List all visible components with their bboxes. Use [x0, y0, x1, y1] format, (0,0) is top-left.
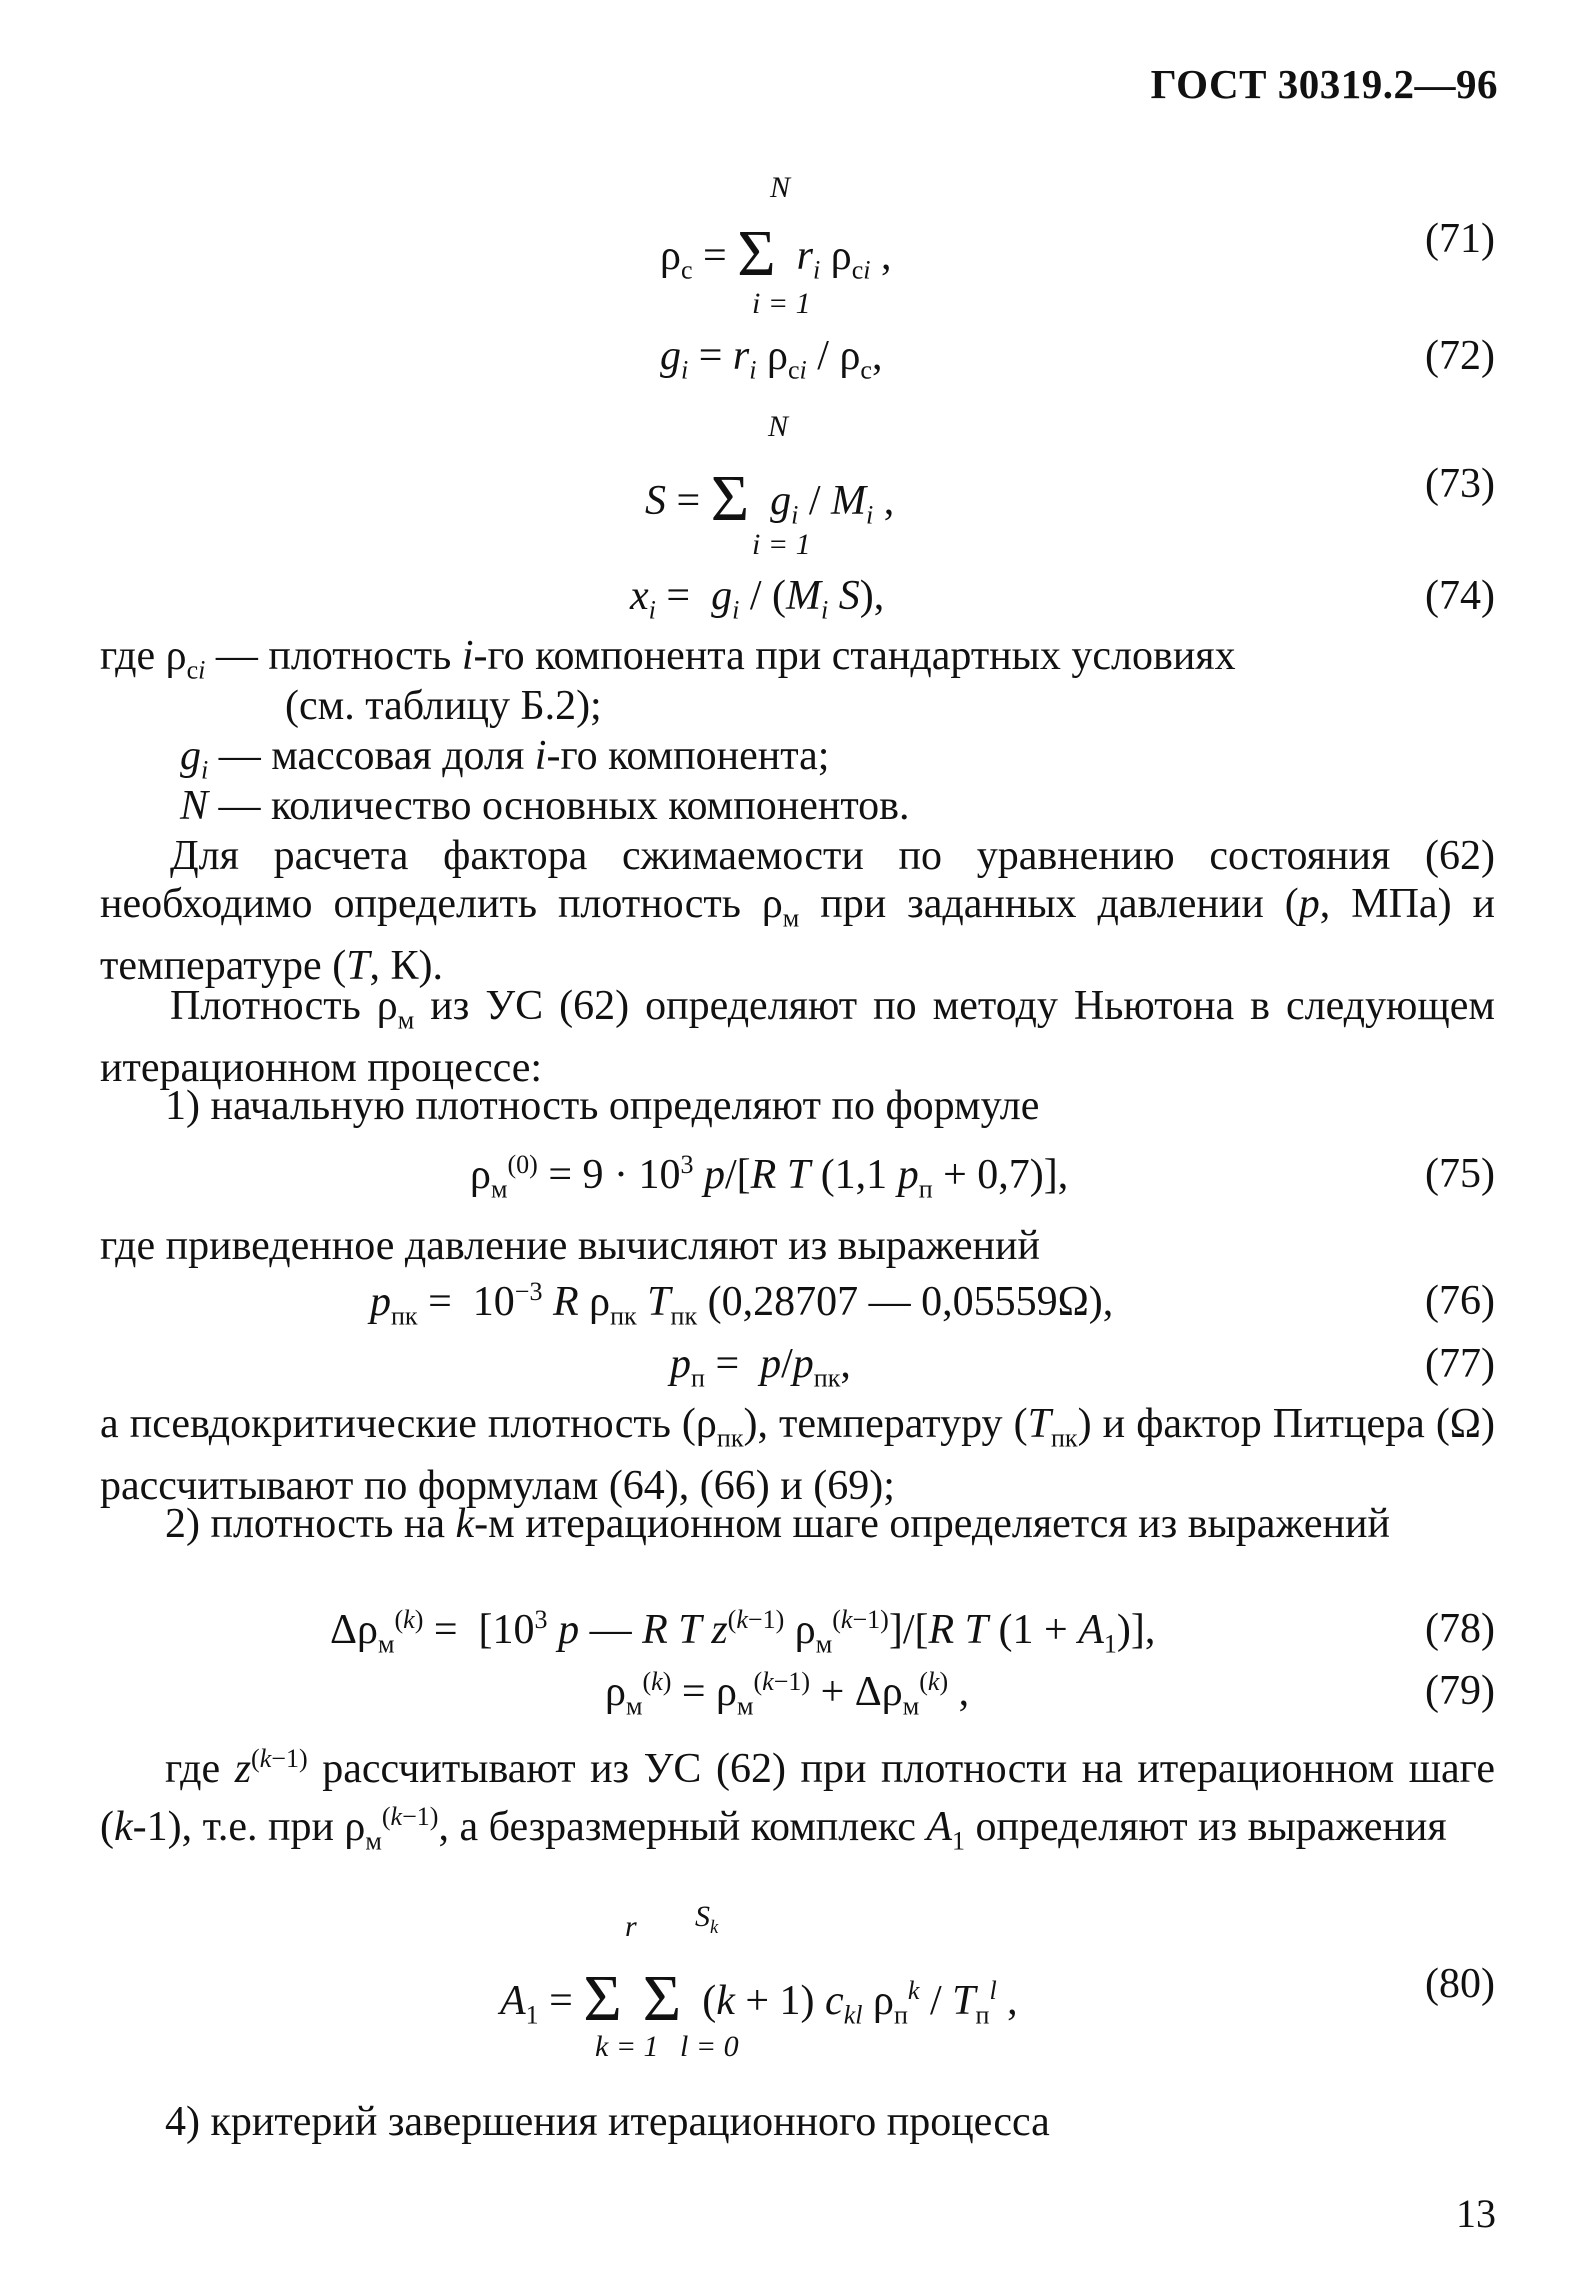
where-rho-ci: где $\rho_{ci}$ — плотность i-го компонента при стандартных условиях — [100, 633, 1236, 685]
table-reference: (см. таблицу Б.2); — [285, 683, 602, 729]
equation-number: (71) — [1425, 216, 1495, 262]
step-2: 2) плотность на k-м итерационном шаге определяется из выражений — [165, 1501, 1390, 1547]
formula-75: $\rho_м^{(0)} = 9 \cdot 10^3$ p/[R T (1,1 $p_п + 0,7$)], — [470, 1150, 1069, 1204]
equation-78 — [0, 1605, 1588, 1675]
equation-number: (80) — [1425, 1961, 1495, 2007]
paragraph-pseudocritical: а псевдокритические плотность $(\rho_{пк})$, температуру $(T_{пк})$ и фактор Питцера (Ω) рассчитывают по формулам (64), (66) и (69); — [100, 1401, 1496, 1510]
equation-number: (72) — [1425, 333, 1495, 379]
equation-80: $A_1 = \Sigma$ Σ (k + 1) $c_{kl}$ $\rho_п^k / T_п^l$ , r $S_k$ k = 1 l = 0 (80) — [500, 1900, 1495, 2063]
page-number: 13 — [1456, 2191, 1496, 2236]
equation-73: S = Σ $g_i / M_i$ , N i = 1 (73) — [645, 410, 1495, 561]
formula-74: $x_i = g_i / (M_i$ S), — [630, 573, 885, 625]
equation-75 — [0, 1150, 1588, 1220]
formula-78: $\Delta\rho_м^{(k)} = [10^3$ p — R T $z^{(k-1)}$ $\rho_м^{(k-1)}]/[R$ T $(1 + A_1)$], — [330, 1605, 1156, 1659]
equation-71: $\rho_c = \Sigma$ $r_i$ $\rho_{ci}$ , N i = 1 (71) — [660, 171, 1495, 320]
paragraph-iteration: где $z^{(k-1)}$ рассчитывают из УС (62) при плотности на итерационном шаге (k-1), т.е. при $\rho_м^{(k-1)}$, а безразмерный комплекс $A_1$ определяют из выражения — [100, 1744, 1495, 1856]
step-4: 4) критерий завершения итерационного процесса — [165, 2099, 1050, 2145]
formula-72: $g_i = r_i$ $\rho_{ci} / \rho_c$, — [660, 333, 883, 385]
equation-number: (75) — [1425, 1151, 1495, 1197]
formula-71: $\rho_c = \Sigma$ $r_i$ $\rho_{ci}$ , — [660, 217, 892, 290]
where-reduced-pressure: где приведенное давление вычисляют из выражений — [100, 1223, 1040, 1269]
formula-76: $p_{пк} = 10^{-3}$ R $\rho_{пк}$ $T_{пк}$ (0,28707 — 0,05559Ω), — [370, 1277, 1114, 1331]
equation-72 — [0, 332, 1588, 402]
equation-number: (76) — [1425, 1278, 1495, 1324]
equation-79 — [0, 1667, 1588, 1737]
formula-73: S = Σ $g_i / M_i$ , — [645, 462, 895, 535]
equation-76 — [0, 1277, 1588, 1347]
formula-80: $A_1 = \Sigma$ Σ (k + 1) $c_{kl}$ $\rho_п^k / T_п^l$ , — [500, 1962, 1018, 2035]
equation-number: (79) — [1425, 1668, 1495, 1714]
equation-number: (78) — [1425, 1606, 1495, 1652]
where-N: N — количество основных компонентов. — [180, 783, 910, 829]
paragraph-newton: Плотность $\rho_м$ из УС (62) определяют по методу Ньютона в следующем итерационном процессе: — [100, 983, 1495, 1092]
standard-header: ГОСТ 30319.2—96 — [1150, 61, 1498, 107]
equation-number: (73) — [1425, 461, 1495, 507]
formula-79: $\rho_м^{(k)} = \rho_м^{(k-1)} + \Delta\rho_м^{(k)}$ , — [605, 1667, 970, 1721]
equation-number: (74) — [1425, 573, 1495, 619]
where-g-i: $g_i$ — массовая доля i-го компонента; — [180, 733, 830, 785]
step-1: 1) начальную плотность определяют по формуле — [165, 1083, 1040, 1129]
formula-77: $p_п = p/p_{пк}$, — [670, 1341, 851, 1393]
equation-number: (77) — [1425, 1341, 1495, 1387]
paragraph-density: Для расчета фактора сжимаемости по уравнению состояния (62) необходимо определить плотность $\rho_м$ при заданных давлении (p, МПа) и температуре (T, К). — [100, 833, 1496, 990]
